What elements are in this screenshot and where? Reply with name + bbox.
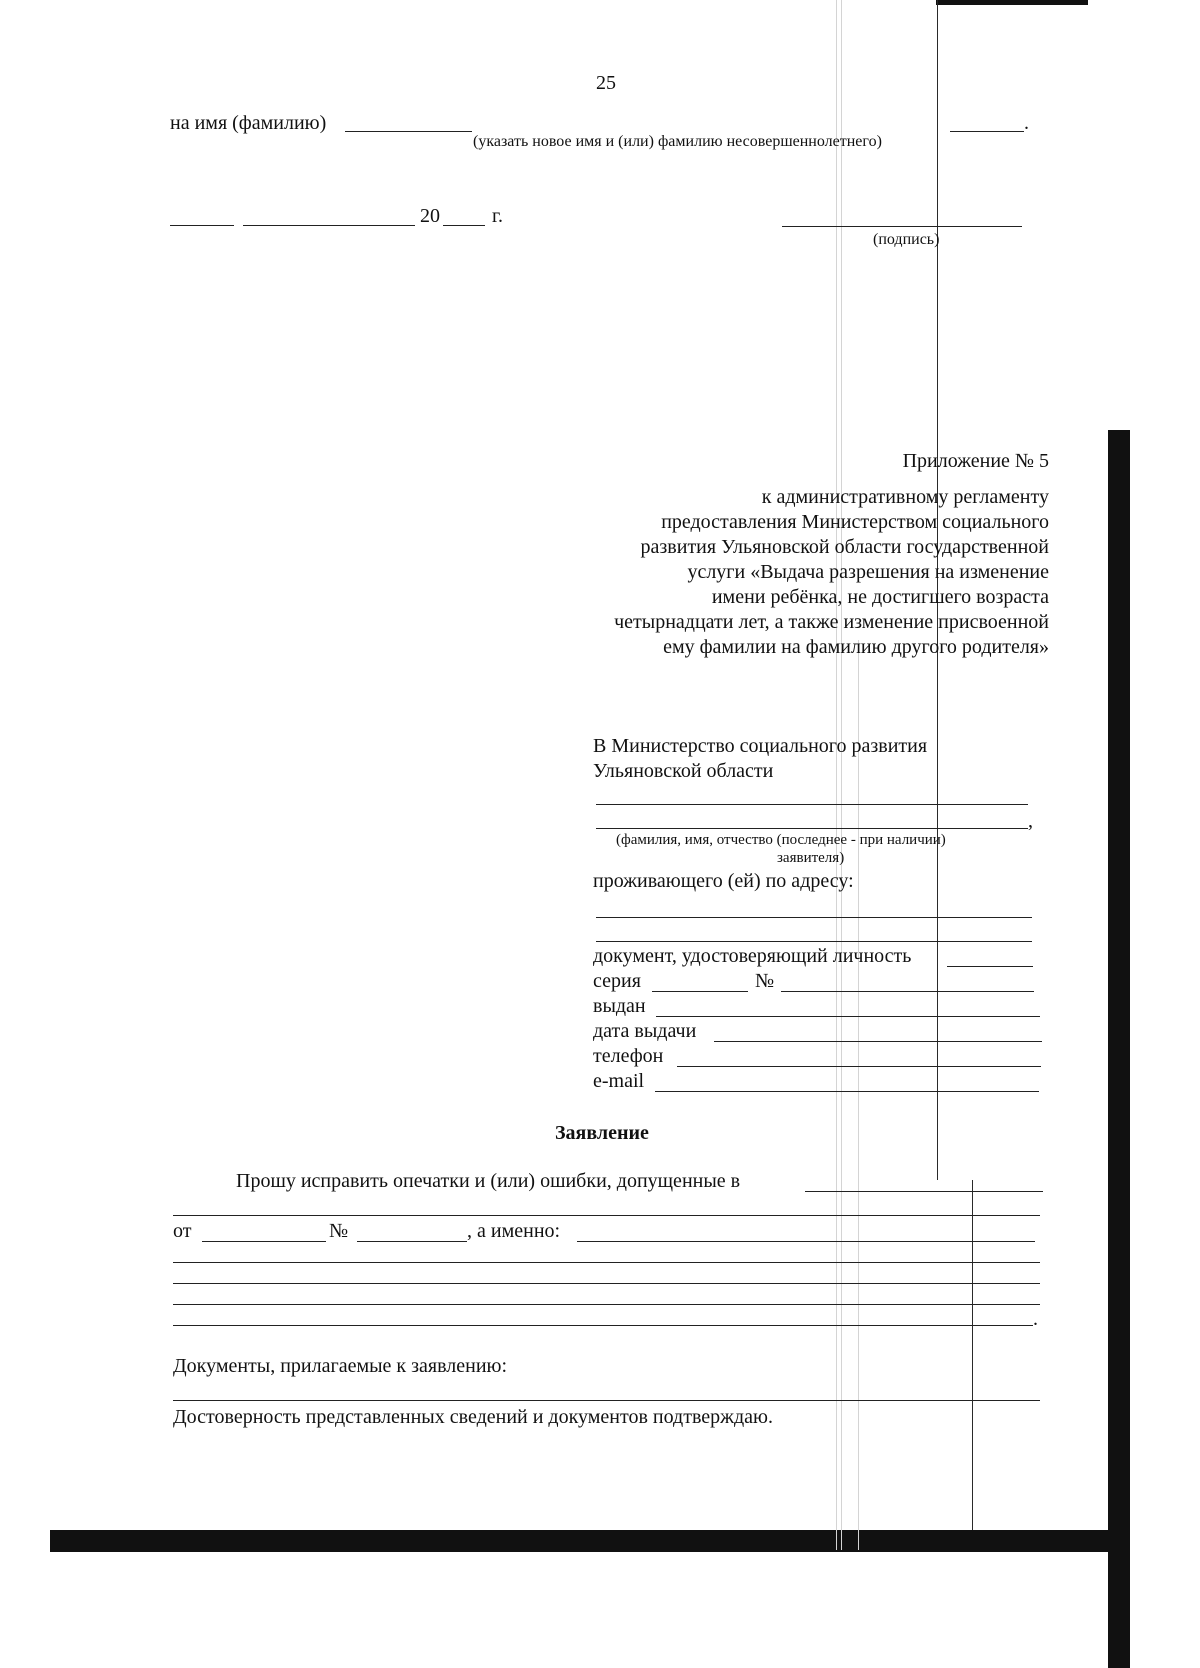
scan-faint-line (858, 640, 859, 1550)
id-document-line (947, 966, 1033, 967)
scan-border-bottom (50, 1530, 1120, 1552)
series-label: серия (593, 970, 641, 992)
address-line-1 (596, 917, 1032, 918)
date-day-line (170, 225, 234, 226)
fio-hint-line-2: заявителя) (777, 850, 845, 866)
scan-faint-line (836, 0, 837, 1550)
page-number: 25 (596, 72, 616, 94)
appendix-title: Приложение № 5 (902, 450, 1049, 472)
appendix-text-line: ему фамилии на фамилию другого родителя» (663, 636, 1049, 658)
from-date-line (202, 1241, 326, 1242)
signature-hint: (подпись) (873, 231, 940, 248)
phone-label: телефон (593, 1045, 664, 1067)
attachments-label: Документы, прилагаемые к заявлению: (173, 1355, 508, 1377)
scan-faint-line (841, 0, 842, 1550)
address-label: проживающего (ей) по адресу: (593, 870, 854, 892)
scan-border-top (936, 0, 1088, 5)
email-line (655, 1091, 1039, 1092)
email-label: e-mail (593, 1070, 645, 1092)
address-line-2 (596, 941, 1032, 942)
details-line (173, 1262, 1040, 1263)
request-continuation-line (173, 1215, 1040, 1216)
id-number-line (781, 991, 1034, 992)
statement-title: Заявление (555, 1122, 649, 1144)
issue-date-label: дата выдачи (593, 1020, 697, 1042)
appendix-text-line: имени ребёнка, не достигшего возраста (711, 586, 1049, 608)
id-document-label: документ, удостоверяющий личность (593, 945, 912, 967)
fio-hint-line-1: (фамилия, имя, отчество (последнее - при наличии) (616, 832, 946, 848)
details-end-period: . (1033, 1308, 1038, 1330)
scan-border-right (1108, 430, 1130, 1668)
applicant-name-line-1 (596, 804, 1028, 805)
attachments-line (173, 1400, 1040, 1401)
id-number-label: № (755, 970, 775, 992)
name-fill-line-end (950, 131, 1024, 132)
details-line (173, 1283, 1040, 1284)
confirmation-text: Достоверность представленных сведений и документов подтверждаю. (173, 1406, 773, 1428)
applicant-name-comma: , (1028, 810, 1033, 832)
name-fill-line (345, 131, 472, 132)
addressee-line-2: Ульяновской области (593, 760, 774, 782)
doc-number-line (357, 1241, 467, 1242)
issued-line (656, 1016, 1040, 1017)
signature-line (782, 226, 1022, 227)
namely-label: , а именно: (467, 1220, 561, 1242)
request-fill-line (805, 1191, 1043, 1192)
year-label: 20 (420, 205, 440, 227)
year-suffix: г. (492, 205, 503, 227)
request-text: Прошу исправить опечатки и (или) ошибки, допущенные в (236, 1170, 741, 1192)
namely-line (577, 1241, 1035, 1242)
scan-fold-line-lower (972, 1180, 973, 1530)
name-hint: (указать новое имя и (или) фамилию несовершеннолетнего) (473, 133, 882, 150)
issued-label: выдан (593, 995, 646, 1017)
name-label: на имя (фамилию) (170, 112, 327, 134)
year-fill-line (443, 225, 485, 226)
appendix-text-line: услуги «Выдача разрешения на изменение (687, 561, 1049, 583)
phone-line (677, 1066, 1041, 1067)
details-line (173, 1325, 1033, 1326)
series-line (652, 991, 748, 992)
date-month-line (243, 225, 415, 226)
details-line (173, 1304, 1040, 1305)
addressee-line-1: В Министерство социального развития (593, 735, 928, 757)
doc-number-label: № (329, 1220, 349, 1242)
appendix-text-line: предоставления Министерством социального (661, 511, 1049, 533)
applicant-name-line-2 (596, 828, 1028, 829)
issue-date-line (714, 1041, 1042, 1042)
appendix-text-line: четырнадцати лет, а также изменение присвоенной (614, 611, 1049, 633)
from-label: от (173, 1220, 192, 1242)
appendix-text-line: к административному регламенту (761, 486, 1049, 508)
appendix-text-line: развития Ульяновской области государственной (640, 536, 1049, 558)
name-period: . (1024, 112, 1029, 134)
